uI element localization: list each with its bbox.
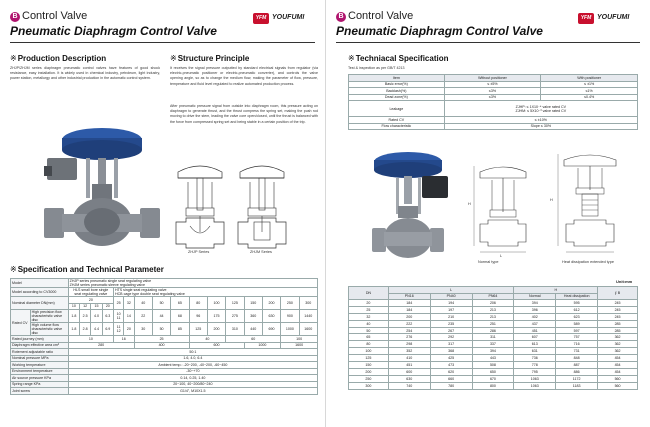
table-cell: 612 — [556, 306, 598, 313]
dimension-table — [348, 286, 638, 390]
table-row — [349, 300, 638, 307]
asterism-icon: ※ — [348, 54, 355, 63]
zhjm-caption: ZHJM Series — [250, 250, 272, 254]
table-cell: 607 — [514, 334, 556, 341]
table-row — [349, 375, 638, 382]
asterism-icon: ※ — [10, 54, 17, 63]
table-cell: 795 — [514, 368, 556, 375]
brand-logo — [253, 13, 315, 25]
table-cell: 631 — [514, 348, 556, 355]
control-valve-photo — [366, 148, 456, 268]
table-cell: 396 — [514, 306, 556, 313]
table-cell: 245 — [598, 313, 638, 320]
header-rule — [10, 42, 315, 43]
table-cell: 1063 — [514, 375, 556, 382]
normal-type-drawing — [468, 162, 538, 258]
table-cell: 50 — [349, 327, 389, 334]
table-cell: 800 — [472, 382, 514, 389]
table-cell: 235 — [430, 320, 472, 327]
table-cell: 65 — [349, 334, 389, 341]
table-cell: 292 — [430, 334, 472, 341]
table-row: Rated CV ≤ ±10% — [349, 117, 638, 124]
table-cell: 300 — [349, 382, 389, 389]
table-cell: 650 — [472, 368, 514, 375]
table-cell: 620 — [430, 368, 472, 375]
tech-heading: ※Techniacal Specification — [348, 54, 449, 63]
production-text: ZHJP/ZHJM series diaphragm pneumatic control valves have features of good shock resistance, easy installation. It is widely used in chemical industry, petroleum, light industry, power station, metallurgy and other industrial production in the automatic control system. — [10, 66, 160, 81]
zhjp-drawing — [172, 160, 228, 255]
structure-heading: ※Structure Principle — [170, 54, 250, 63]
page-title: Control Valve — [22, 10, 88, 22]
table-row: Nominal pressure MPa 1.6, 4.0, 6.4 — [11, 355, 318, 362]
table-cell: 736 — [514, 355, 556, 362]
table-row: Spring range KPa 20~100, 40~200/80~240 — [11, 381, 318, 388]
table-row: Rotement adjustable ratio 50:1 — [11, 349, 318, 356]
table-cell: 286 — [472, 327, 514, 334]
table-cell: 425 — [430, 355, 472, 362]
table-row: Diaphragm effective area cm² 280 400 600 1000 1600 — [11, 342, 318, 349]
normal-type-caption: Normal type — [478, 260, 499, 264]
table-cell: 25 — [349, 306, 389, 313]
table-cell: 597 — [556, 327, 598, 334]
table-cell: 451 — [514, 327, 556, 334]
tech-table — [348, 74, 638, 130]
table-cell: 660 — [430, 375, 472, 382]
table-cell: 125 — [349, 355, 389, 362]
table-row: Item Without positioner With positioner — [349, 75, 638, 82]
table-row — [349, 306, 638, 313]
table-row: DN L H ∮ B — [349, 287, 638, 294]
section-badge: B — [10, 12, 20, 22]
table-cell: 394 — [514, 300, 556, 307]
table-cell: 40 — [349, 320, 389, 327]
table-cell: 213 — [472, 306, 514, 313]
table-cell: 600 — [388, 368, 430, 375]
zhjm-drawing — [234, 160, 290, 255]
table-cell: 1063 — [514, 382, 556, 389]
table-cell: 454 — [598, 368, 638, 375]
table-cell: 437 — [514, 320, 556, 327]
table-cell: 613 — [514, 341, 556, 348]
table-cell: 317 — [430, 341, 472, 348]
table-cell: 311 — [472, 334, 514, 341]
table-cell: 298 — [388, 341, 430, 348]
page-title: Control Valve — [348, 10, 414, 22]
production-heading: ※Production Description — [10, 54, 107, 63]
table-cell: 560 — [598, 382, 638, 389]
table-row — [349, 355, 638, 362]
table-cell: 184 — [388, 300, 430, 307]
table-cell: 670 — [472, 375, 514, 382]
table-cell: 454 — [598, 355, 638, 362]
table-cell: 245 — [598, 300, 638, 307]
table-cell: 778 — [514, 362, 556, 369]
brand-logo — [578, 13, 640, 25]
structure-text-1: It receives the signal pressure outputted by standard electrical signals from regulator (via electric-pneumatic positioner or electric-pneumatic converter), and controls the valve opening angle, so as to change the medium flow, making the parameter of flow, pressure, temperature and fluid level regulated to realize automated production process. — [170, 66, 318, 86]
table-row — [349, 348, 638, 355]
table-row: Nominal diameter DN(mm) 20 25 32 40 50 65 80 100 125 150 200 250 300 — [11, 297, 318, 304]
table-row: Model ZHJP series pneumatic single seat regulating valve ZHJM series pneumatic sleeve regulating valve — [11, 279, 318, 288]
table-cell: 184 — [388, 306, 430, 313]
table-cell: 245 — [598, 306, 638, 313]
table-cell: 473 — [430, 362, 472, 369]
table-cell: 630 — [388, 375, 430, 382]
brand-name: YOUFUMI — [597, 14, 630, 21]
table-cell: 410 — [388, 355, 430, 362]
table-cell: 589 — [556, 320, 598, 327]
table-row — [349, 327, 638, 334]
table-row: Model according to CV3000 HLS small bore single seat regulating valve HTS single seat regulating valve HCB cage type double seat regulating valve — [11, 288, 318, 297]
dim-letter-h-2: H — [550, 198, 553, 202]
table-cell: 887 — [556, 362, 598, 369]
table-cell: 508 — [472, 362, 514, 369]
table-cell: 716 — [556, 341, 598, 348]
zhjp-caption: ZHJP Series — [188, 250, 210, 254]
asterism-icon: ※ — [10, 265, 17, 274]
table-cell: 757 — [556, 334, 598, 341]
table-cell: 206 — [472, 300, 514, 307]
table-row: Basic error(%) ≤ ±5% ≤ ±1% — [349, 81, 638, 88]
dim-letter-h: H — [468, 202, 471, 206]
table-cell: 362 — [598, 348, 638, 355]
table-cell: 337 — [472, 341, 514, 348]
table-cell: 402 — [514, 313, 556, 320]
table-row: Air source pressure KPa 0.14, 0.25, 1.40 — [11, 375, 318, 382]
table-cell: 20 — [349, 300, 389, 307]
table-cell: 362 — [598, 334, 638, 341]
table-row: Environment temperature -30~+70 — [11, 368, 318, 375]
page-header — [10, 11, 319, 41]
unit-label: Unit:mm — [616, 279, 633, 284]
table-cell: 1183 — [556, 382, 598, 389]
right-page — [325, 0, 650, 427]
table-row — [349, 362, 638, 369]
spec-heading: ※Specification and Technical Parameter — [10, 265, 164, 274]
table-cell: 362 — [598, 341, 638, 348]
table-cell: 285 — [598, 327, 638, 334]
table-cell: 780 — [430, 382, 472, 389]
table-cell: 731 — [556, 348, 598, 355]
heat-dissipation-caption: Heat dissipation extended type — [562, 260, 614, 264]
table-cell: 80 — [349, 341, 389, 348]
table-cell: 285 — [598, 320, 638, 327]
table-cell: 451 — [388, 362, 430, 369]
table-cell: 368 — [430, 348, 472, 355]
table-row — [349, 313, 638, 320]
table-cell: 848 — [556, 355, 598, 362]
table-cell: 560 — [598, 375, 638, 382]
header-rule — [336, 42, 640, 43]
table-row — [349, 320, 638, 327]
table-cell: 623 — [556, 313, 598, 320]
table-cell: 194 — [430, 300, 472, 307]
table-cell: 267 — [430, 327, 472, 334]
table-cell: 32 — [349, 313, 389, 320]
table-cell: 740 — [388, 382, 430, 389]
brand-name: YOUFUMI — [272, 14, 305, 21]
table-row — [349, 341, 638, 348]
table-cell: 886 — [556, 368, 598, 375]
table-cell: 222 — [388, 320, 430, 327]
heat-dissipation-drawing — [550, 150, 630, 258]
page-subtitle: Pneumatic Diaphragm Control Valve — [336, 24, 543, 38]
table-cell: 100 — [349, 348, 389, 355]
table-row: Joint screw G1/4", M10X1.5 — [11, 388, 318, 395]
page-header — [336, 11, 644, 41]
spec-table — [10, 278, 318, 395]
table-cell: 210 — [430, 313, 472, 320]
page-subtitle: Pneumatic Diaphragm Control Valve — [10, 24, 217, 38]
table-cell: 250 — [349, 375, 389, 382]
table-cell: 251 — [472, 320, 514, 327]
table-row: Rated journey (mm) 10 16 25 40 60 100 — [11, 336, 318, 343]
table-row: PN16 PN40 PN64 Normal Heat dissipation — [349, 293, 638, 300]
table-cell: 443 — [472, 355, 514, 362]
table-cell: 197 — [430, 306, 472, 313]
table-row — [349, 382, 638, 389]
table-cell: 595 — [556, 300, 598, 307]
table-cell: 1172 — [556, 375, 598, 382]
control-valve-photo — [22, 118, 162, 260]
table-cell: 276 — [388, 334, 430, 341]
brand-mark-icon: YFM — [253, 13, 269, 24]
table-cell: 150 — [349, 362, 389, 369]
table-cell: 352 — [388, 348, 430, 355]
table-row: Working temperature Ambient temp.: -20~200, -40~200, -60~450 — [11, 362, 318, 369]
table-cell: 200 — [349, 368, 389, 375]
table-cell: 200 — [388, 313, 430, 320]
tech-note: Test & inspection as per GB/T 4213 — [348, 66, 405, 70]
brand-mark-icon: YFM — [578, 13, 594, 24]
table-cell: 394 — [472, 348, 514, 355]
table-row: Flow characteristic Slope ≤ 30% — [349, 123, 638, 130]
dim-letter-l: L — [500, 254, 503, 258]
table-cell: 454 — [598, 362, 638, 369]
asterism-icon: ※ — [170, 54, 177, 63]
table-row: Rated CV High precision flow characteristic valve disc 1.8 2.5 4.0 6.3 10 11 14 22 44 68 96 175 275 360 630 900 1440 — [11, 310, 318, 323]
table-row: Leakage ZJHP: ≤ 1X10⁻⁴ valve rated CV ZJHM: ≤ 5X10⁻³ valve rated CV — [349, 101, 638, 117]
table-cell: 254 — [388, 327, 430, 334]
table-row: 10 12 15 20 — [11, 303, 318, 310]
section-badge: B — [336, 12, 346, 22]
table-cell: 213 — [472, 313, 514, 320]
table-row: Dead zone(%) ≤3% ≤0.4% — [349, 94, 638, 101]
table-row: Backlash(%) ≤3% ≤1% — [349, 88, 638, 95]
structure-text-2: After pneumatic pressure signal from outside into diaphragm room, this pressure acting on diaphragm to generate thrust, and the thrust compress the spring set, making the push rod moving to drive the stem, leading the valve core open/closed, until the thrust is balanced with the force from compressed spring set and being stable in a certain position of the trip. — [170, 104, 318, 124]
table-row — [349, 334, 638, 341]
table-row: High volume flow characteristic valve disc 1.8 2.8 4.4 6.9 11 12 20 30 50 85 125 200 310 440 690 1000 1600 — [11, 323, 318, 336]
table-row — [349, 368, 638, 375]
